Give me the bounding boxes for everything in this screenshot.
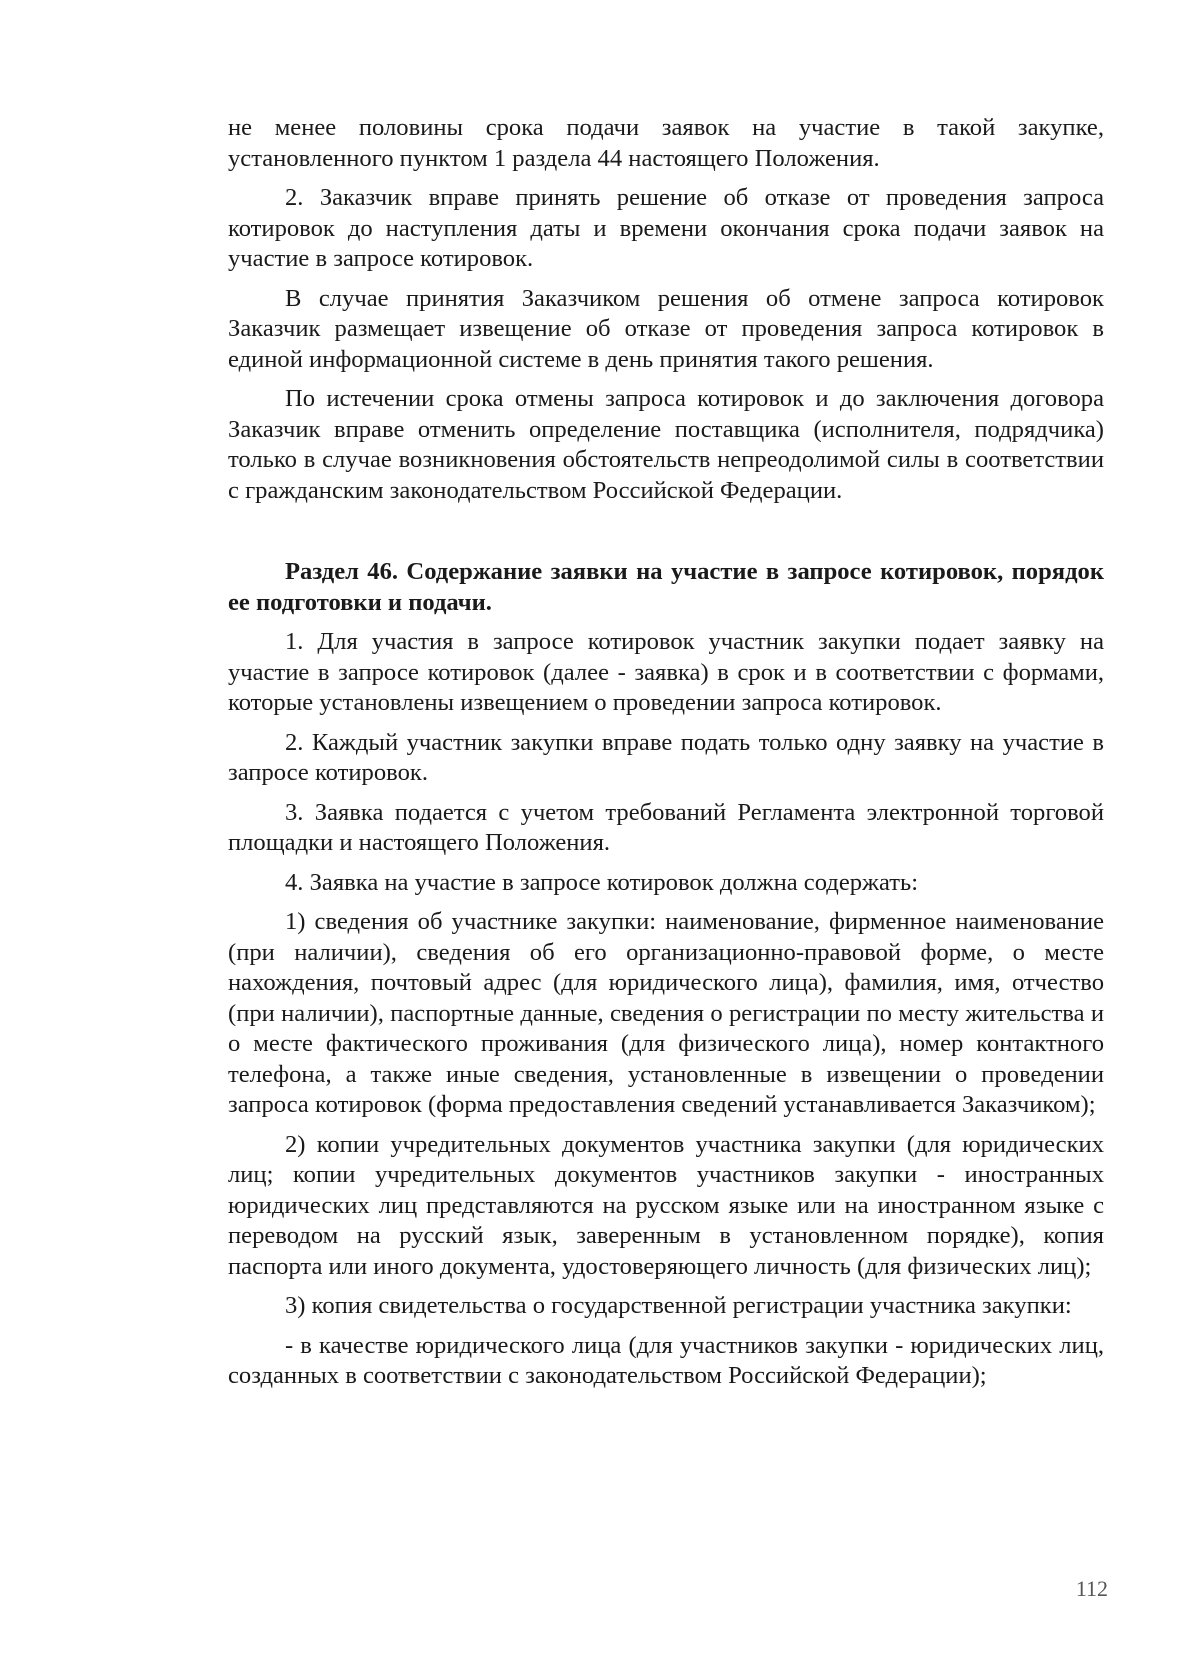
section-heading: Раздел 46. Содержание заявки на участие в запросе котировок, порядок ее подготовки и подачи. xyxy=(228,558,1104,616)
continuation-paragraph: не менее половины срока подачи заявок на участие в такой закупке, установленного пунктом 1 раздела 44 настоящего Положения. xyxy=(228,114,1104,172)
document-page xyxy=(228,113,1104,1392)
paragraph-item-2: 2. Каждый участник закупки вправе подать только одну заявку на участие в запросе котировок. xyxy=(228,728,1104,786)
paragraph-item-3: 3. Заявка подается с учетом требований Регламента электронной торговой площадки и настоящего Положения. xyxy=(228,798,1104,856)
paragraph-refusal-right: 2. Заказчик вправе принять решение об отказе от проведения запроса котировок до наступления даты и времени окончания срока подачи заявок на участие в запросе котировок. xyxy=(228,184,1104,272)
paragraph-subitem-2: 2) копии учредительных документов участника закупки (для юридических лиц; копии учредительных документов участников закупки - иностранных юридических лиц представляются на русском языке или на иностранном языке с переводом на русский язык, заверенным в установленном порядке), копия паспорта или иного документа, удостоверяющего личность (для физических лиц); xyxy=(228,1130,1104,1280)
paragraph-subitem-3: 3) копия свидетельства о государственной регистрации участника закупки: xyxy=(285,1292,1072,1319)
paragraph-refusal-notice: В случае принятия Заказчиком решения об отмене запроса котировок Заказчик размещает извещение об отказе от проведения запроса котировок в единой информационной системе в день принятия такого решения. xyxy=(228,284,1104,373)
paragraph-force-majeure: По истечении срока отмены запроса котировок и до заключения договора Заказчик вправе отменить определение поставщика (исполнителя, подрядчика) только в случае возникновения обстоятельств непреодолимой силы в соответствии с гражданским законодательством Российской Федерации. xyxy=(228,385,1104,504)
page-number: 112 xyxy=(1075,1576,1108,1601)
paragraph-item-1: 1. Для участия в запросе котировок участник закупки подает заявку на участие в запросе котировок (далее - заявка) в срок и в соответствии с формами, которые установлены извещением о проведении запроса котировок. xyxy=(228,628,1104,716)
paragraph-item-4: 4. Заявка на участие в запросе котировок должна содержать: xyxy=(285,868,919,896)
paragraph-subitem-1: 1) сведения об участнике закупки: наименование, фирменное наименование (при наличии), сведения об его организационно-правовой форме, о месте нахождения, почтовый адрес (для юридического лица), фамилия, имя, отчество (при наличии), паспортные данные, сведения о регистрации по месту жительства и о месте фактического проживания (для физического лица), номер контактного телефона, а также иные сведения, установленные в извещении о проведении запроса котировок (форма предоставления сведений устанавливается Заказчиком); xyxy=(228,908,1104,1118)
paragraph-subitem-3-bullet: - в качестве юридического лица (для участников закупки - юридических лиц, созданных в соответствии с законодательством Российской Федерации); xyxy=(228,1331,1104,1389)
